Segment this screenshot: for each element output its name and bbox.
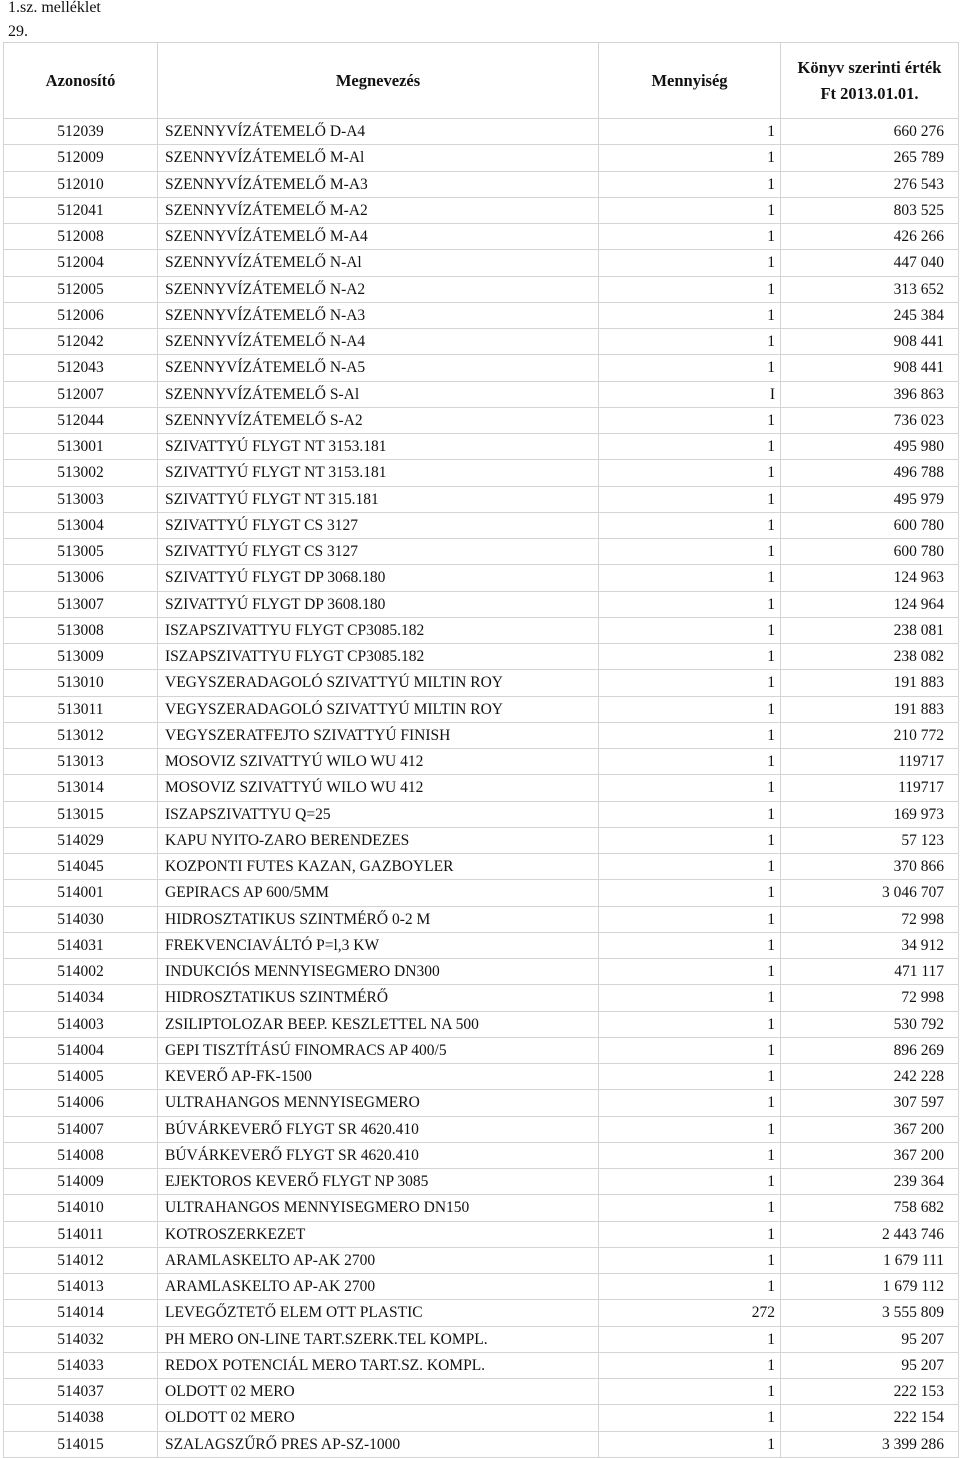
cell-name: ULTRAHANGOS MENNYISEGMERO (158, 1090, 599, 1116)
cell-name: PH MERO ON-LINE TART.SZERK.TEL KOMPL. (158, 1326, 599, 1352)
cell-qty: 272 (599, 1300, 781, 1326)
cell-name: KEVERŐ AP-FK-1500 (158, 1064, 599, 1090)
cell-value: 169 973 (781, 801, 959, 827)
cell-id: 512007 (4, 381, 158, 407)
cell-qty: 1 (599, 302, 781, 328)
cell-name: ISZAPSZIVATTYU FLYGT CP3085.182 (158, 644, 599, 670)
cell-name: ISZAPSZIVATTYU FLYGT CP3085.182 (158, 617, 599, 643)
cell-value: 367 200 (781, 1142, 959, 1168)
cell-qty: 1 (599, 434, 781, 460)
cell-value: 660 276 (781, 119, 959, 145)
cell-qty: 1 (599, 644, 781, 670)
cell-name: SZIVATTYÚ FLYGT CS 3127 (158, 512, 599, 538)
cell-value: 222 154 (781, 1405, 959, 1431)
cell-id: 514011 (4, 1221, 158, 1247)
cell-value: 3 399 286 (781, 1431, 959, 1457)
cell-qty: 1 (599, 565, 781, 591)
table-row (4, 1116, 959, 1142)
cell-name: BÚVÁRKEVERŐ FLYGT SR 4620.410 (158, 1116, 599, 1142)
table-row (4, 1142, 959, 1168)
cell-qty: 1 (599, 1352, 781, 1378)
cell-name: VEGYSZERATFEJTO SZIVATTYÚ FINISH (158, 722, 599, 748)
cell-qty: 1 (599, 276, 781, 302)
cell-id: 512043 (4, 355, 158, 381)
cell-value: 600 780 (781, 512, 959, 538)
cell-id: 512004 (4, 250, 158, 276)
cell-qty: 1 (599, 1011, 781, 1037)
cell-id: 514030 (4, 906, 158, 932)
cell-value: 191 883 (781, 670, 959, 696)
cell-qty: 1 (599, 512, 781, 538)
cell-name: MOSOVIZ SZIVATTYÚ WILO WU 412 (158, 749, 599, 775)
cell-value: 210 772 (781, 722, 959, 748)
cell-value: 908 441 (781, 355, 959, 381)
table-row (4, 460, 959, 486)
cell-qty: 1 (599, 460, 781, 486)
cell-value: 72 998 (781, 985, 959, 1011)
cell-value: 367 200 (781, 1116, 959, 1142)
cell-value: 426 266 (781, 224, 959, 250)
table-row (4, 827, 959, 853)
cell-qty: 1 (599, 539, 781, 565)
cell-value: 245 384 (781, 302, 959, 328)
table-row (4, 276, 959, 302)
cell-value: 758 682 (781, 1195, 959, 1221)
table-row (4, 1195, 959, 1221)
cell-value: 276 543 (781, 171, 959, 197)
cell-qty: 1 (599, 854, 781, 880)
cell-name: LEVEGŐZTETŐ ELEM OTT PLASTIC (158, 1300, 599, 1326)
table-row (4, 801, 959, 827)
cell-value: 530 792 (781, 1011, 959, 1037)
cell-id: 514008 (4, 1142, 158, 1168)
table-row (4, 1064, 959, 1090)
cell-name: KAPU NYITO-ZARO BERENDEZES (158, 827, 599, 853)
cell-id: 514045 (4, 854, 158, 880)
table-row (4, 1326, 959, 1352)
cell-id: 514038 (4, 1405, 158, 1431)
cell-value: 191 883 (781, 696, 959, 722)
cell-qty: 1 (599, 1274, 781, 1300)
cell-id: 513012 (4, 722, 158, 748)
cell-qty: 1 (599, 1116, 781, 1142)
cell-qty: 1 (599, 617, 781, 643)
table-row (4, 1352, 959, 1378)
cell-value: 1 679 111 (781, 1247, 959, 1273)
cell-value: 238 082 (781, 644, 959, 670)
cell-qty: 1 (599, 1221, 781, 1247)
cell-id: 514006 (4, 1090, 158, 1116)
cell-id: 513005 (4, 539, 158, 565)
cell-id: 514013 (4, 1274, 158, 1300)
cell-id: 514005 (4, 1064, 158, 1090)
cell-value: 3 555 809 (781, 1300, 959, 1326)
table-row (4, 644, 959, 670)
table-row (4, 539, 959, 565)
cell-name: SZENNYVÍZÁTEMELŐ N-Al (158, 250, 599, 276)
table-row (4, 932, 959, 958)
cell-qty: 1 (599, 932, 781, 958)
cell-name: BÚVÁRKEVERŐ FLYGT SR 4620.410 (158, 1142, 599, 1168)
cell-value: 908 441 (781, 329, 959, 355)
cell-name: ZSILIPTOLOZAR BEEP. KESZLETTEL NA 500 (158, 1011, 599, 1037)
cell-qty: 1 (599, 145, 781, 171)
cell-id: 512042 (4, 329, 158, 355)
cell-name: ISZAPSZIVATTYU Q=25 (158, 801, 599, 827)
cell-id: 513007 (4, 591, 158, 617)
cell-value: 370 866 (781, 854, 959, 880)
table-row (4, 906, 959, 932)
table-row (4, 749, 959, 775)
table-row (4, 617, 959, 643)
page-number: 29. (8, 23, 28, 40)
cell-id: 513011 (4, 696, 158, 722)
table-row (4, 985, 959, 1011)
cell-value: 495 980 (781, 434, 959, 460)
cell-name: KOZPONTI FUTES KAZAN, GAZBOYLER (158, 854, 599, 880)
cell-qty: 1 (599, 985, 781, 1011)
cell-value: 95 207 (781, 1352, 959, 1378)
cell-value: 896 269 (781, 1037, 959, 1063)
asset-table (3, 42, 959, 1458)
column-header-name: Megnevezés (158, 43, 599, 119)
table-row (4, 224, 959, 250)
cell-name: SZALAGSZŰRŐ PRES AP-SZ-1000 (158, 1431, 599, 1457)
cell-qty: 1 (599, 880, 781, 906)
column-header-value-line2: Ft 2013.01.01. (820, 83, 919, 103)
cell-value: 124 963 (781, 565, 959, 591)
table-row (4, 381, 959, 407)
column-header-value (781, 43, 959, 119)
cell-name: SZENNYVÍZÁTEMELŐ M-Al (158, 145, 599, 171)
cell-name: SZENNYVÍZÁTEMELŐ S-Al (158, 381, 599, 407)
table-row (4, 854, 959, 880)
cell-qty: 1 (599, 1379, 781, 1405)
table-row (4, 959, 959, 985)
cell-name: ARAMLASKELTO AP-AK 2700 (158, 1274, 599, 1300)
table-row (4, 1037, 959, 1063)
cell-name: INDUKCIÓS MENNYISEGMERO DN300 (158, 959, 599, 985)
cell-qty: 1 (599, 1169, 781, 1195)
cell-value: 600 780 (781, 539, 959, 565)
cell-name: SZIVATTYÚ FLYGT DP 3608.180 (158, 591, 599, 617)
table-row (4, 1274, 959, 1300)
table-row (4, 591, 959, 617)
annex-label: 1.sz. melléklet (8, 0, 101, 16)
cell-name: SZENNYVÍZÁTEMELŐ S-A2 (158, 407, 599, 433)
cell-qty: 1 (599, 827, 781, 853)
table-row (4, 1090, 959, 1116)
cell-name: OLDOTT 02 MERO (158, 1379, 599, 1405)
cell-qty: 1 (599, 486, 781, 512)
cell-qty: I (599, 381, 781, 407)
cell-qty: 1 (599, 775, 781, 801)
cell-value: 307 597 (781, 1090, 959, 1116)
table-row (4, 250, 959, 276)
table-row (4, 1169, 959, 1195)
table-row (4, 486, 959, 512)
cell-id: 514010 (4, 1195, 158, 1221)
cell-name: HIDROSZTATIKUS SZINTMÉRŐ (158, 985, 599, 1011)
cell-qty: 1 (599, 1405, 781, 1431)
cell-qty: 1 (599, 670, 781, 696)
cell-qty: 1 (599, 696, 781, 722)
cell-value: 239 364 (781, 1169, 959, 1195)
table-row (4, 670, 959, 696)
cell-value: 119717 (781, 749, 959, 775)
cell-id: 513006 (4, 565, 158, 591)
table-row (4, 171, 959, 197)
cell-id: 513015 (4, 801, 158, 827)
cell-value: 124 964 (781, 591, 959, 617)
cell-id: 514032 (4, 1326, 158, 1352)
cell-name: REDOX POTENCIÁL MERO TART.SZ. KOMPL. (158, 1352, 599, 1378)
cell-name: ARAMLASKELTO AP-AK 2700 (158, 1247, 599, 1273)
cell-value: 119717 (781, 775, 959, 801)
cell-id: 514014 (4, 1300, 158, 1326)
cell-name: SZIVATTYÚ FLYGT DP 3068.180 (158, 565, 599, 591)
cell-qty: 1 (599, 329, 781, 355)
cell-id: 513002 (4, 460, 158, 486)
table-row (4, 512, 959, 538)
cell-id: 512039 (4, 119, 158, 145)
cell-id: 512009 (4, 145, 158, 171)
cell-id: 514004 (4, 1037, 158, 1063)
cell-id: 513008 (4, 617, 158, 643)
table-row (4, 775, 959, 801)
table-header-row (4, 43, 959, 119)
cell-name: VEGYSZERADAGOLÓ SZIVATTYÚ MILTIN ROY (158, 696, 599, 722)
cell-name: GEPI TISZTÍTÁSÚ FINOMRACS AP 400/5 (158, 1037, 599, 1063)
cell-value: 72 998 (781, 906, 959, 932)
cell-id: 514012 (4, 1247, 158, 1273)
cell-name: SZENNYVÍZÁTEMELŐ N-A4 (158, 329, 599, 355)
cell-value: 447 040 (781, 250, 959, 276)
cell-name: SZIVATTYÚ FLYGT NT 3153.181 (158, 434, 599, 460)
column-header-qty: Mennyiség (599, 43, 781, 119)
cell-name: SZIVATTYÚ FLYGT NT 3153.181 (158, 460, 599, 486)
cell-name: SZENNYVÍZÁTEMELŐ D-A4 (158, 119, 599, 145)
cell-qty: 1 (599, 224, 781, 250)
cell-value: 57 123 (781, 827, 959, 853)
table-row (4, 355, 959, 381)
cell-name: SZIVATTYÚ FLYGT NT 315.181 (158, 486, 599, 512)
cell-name: MOSOVIZ SZIVATTYÚ WILO WU 412 (158, 775, 599, 801)
table-row (4, 329, 959, 355)
cell-qty: 1 (599, 1090, 781, 1116)
table-row (4, 145, 959, 171)
cell-qty: 1 (599, 407, 781, 433)
cell-value: 238 081 (781, 617, 959, 643)
cell-value: 34 912 (781, 932, 959, 958)
cell-value: 222 153 (781, 1379, 959, 1405)
cell-id: 514007 (4, 1116, 158, 1142)
table-row (4, 119, 959, 145)
cell-id: 514015 (4, 1431, 158, 1457)
table-row (4, 302, 959, 328)
cell-id: 512010 (4, 171, 158, 197)
cell-qty: 1 (599, 197, 781, 223)
cell-qty: 1 (599, 355, 781, 381)
cell-value: 803 525 (781, 197, 959, 223)
cell-value: 736 023 (781, 407, 959, 433)
cell-id: 513010 (4, 670, 158, 696)
cell-qty: 1 (599, 1247, 781, 1273)
cell-value: 496 788 (781, 460, 959, 486)
cell-name: EJEKTOROS KEVERŐ FLYGT NP 3085 (158, 1169, 599, 1195)
cell-value: 495 979 (781, 486, 959, 512)
cell-name: SZENNYVÍZÁTEMELŐ N-A2 (158, 276, 599, 302)
cell-value: 3 046 707 (781, 880, 959, 906)
cell-id: 514009 (4, 1169, 158, 1195)
cell-id: 514033 (4, 1352, 158, 1378)
cell-qty: 1 (599, 1142, 781, 1168)
cell-qty: 1 (599, 591, 781, 617)
cell-id: 512008 (4, 224, 158, 250)
cell-qty: 1 (599, 801, 781, 827)
cell-id: 514029 (4, 827, 158, 853)
table-row (4, 722, 959, 748)
cell-qty: 1 (599, 749, 781, 775)
cell-value: 471 117 (781, 959, 959, 985)
cell-id: 513001 (4, 434, 158, 460)
cell-value: 2 443 746 (781, 1221, 959, 1247)
cell-qty: 1 (599, 1064, 781, 1090)
table-row (4, 696, 959, 722)
table-row (4, 880, 959, 906)
cell-name: VEGYSZERADAGOLÓ SZIVATTYÚ MILTIN ROY (158, 670, 599, 696)
cell-name: ULTRAHANGOS MENNYISEGMERO DN150 (158, 1195, 599, 1221)
cell-id: 514034 (4, 985, 158, 1011)
cell-value: 265 789 (781, 145, 959, 171)
cell-name: HIDROSZTATIKUS SZINTMÉRŐ 0-2 M (158, 906, 599, 932)
cell-id: 512044 (4, 407, 158, 433)
cell-id: 513003 (4, 486, 158, 512)
cell-name: SZENNYVÍZÁTEMELŐ M-A2 (158, 197, 599, 223)
column-header-id: Azonosító (4, 43, 158, 119)
cell-qty: 1 (599, 1326, 781, 1352)
cell-id: 514037 (4, 1379, 158, 1405)
cell-id: 513004 (4, 512, 158, 538)
table-row (4, 1011, 959, 1037)
cell-qty: 1 (599, 959, 781, 985)
cell-id: 514002 (4, 959, 158, 985)
cell-qty: 1 (599, 250, 781, 276)
table-row (4, 565, 959, 591)
cell-id: 513009 (4, 644, 158, 670)
table-row (4, 1431, 959, 1457)
cell-qty: 1 (599, 171, 781, 197)
cell-qty: 1 (599, 906, 781, 932)
cell-name: GEPIRACS AP 600/5MM (158, 880, 599, 906)
table-row (4, 1221, 959, 1247)
cell-value: 1 679 112 (781, 1274, 959, 1300)
cell-id: 512041 (4, 197, 158, 223)
cell-value: 313 652 (781, 276, 959, 302)
cell-qty: 1 (599, 722, 781, 748)
cell-name: SZENNYVÍZÁTEMELŐ M-A4 (158, 224, 599, 250)
cell-name: SZENNYVÍZÁTEMELŐ M-A3 (158, 171, 599, 197)
cell-name: KOTROSZERKEZET (158, 1221, 599, 1247)
cell-id: 514003 (4, 1011, 158, 1037)
cell-qty: 1 (599, 1431, 781, 1457)
table-row (4, 1247, 959, 1273)
cell-name: OLDOTT 02 MERO (158, 1405, 599, 1431)
cell-id: 513014 (4, 775, 158, 801)
cell-value: 95 207 (781, 1326, 959, 1352)
cell-value: 242 228 (781, 1064, 959, 1090)
table-row (4, 434, 959, 460)
cell-qty: 1 (599, 1037, 781, 1063)
table-row (4, 1405, 959, 1431)
cell-id: 513013 (4, 749, 158, 775)
cell-name: SZIVATTYÚ FLYGT CS 3127 (158, 539, 599, 565)
cell-id: 512005 (4, 276, 158, 302)
cell-name: SZENNYVÍZÁTEMELŐ N-A5 (158, 355, 599, 381)
cell-id: 514031 (4, 932, 158, 958)
cell-id: 512006 (4, 302, 158, 328)
cell-name: FREKVENCIAVÁLTÓ P=l,3 KW (158, 932, 599, 958)
cell-name: SZENNYVÍZÁTEMELŐ N-A3 (158, 302, 599, 328)
cell-value: 396 863 (781, 381, 959, 407)
table-row (4, 197, 959, 223)
column-header-value-line1: Könyv szerinti érték (797, 57, 942, 77)
table-row (4, 1379, 959, 1405)
cell-id: 514001 (4, 880, 158, 906)
cell-qty: 1 (599, 119, 781, 145)
cell-qty: 1 (599, 1195, 781, 1221)
table-row (4, 407, 959, 433)
table-row (4, 1300, 959, 1326)
